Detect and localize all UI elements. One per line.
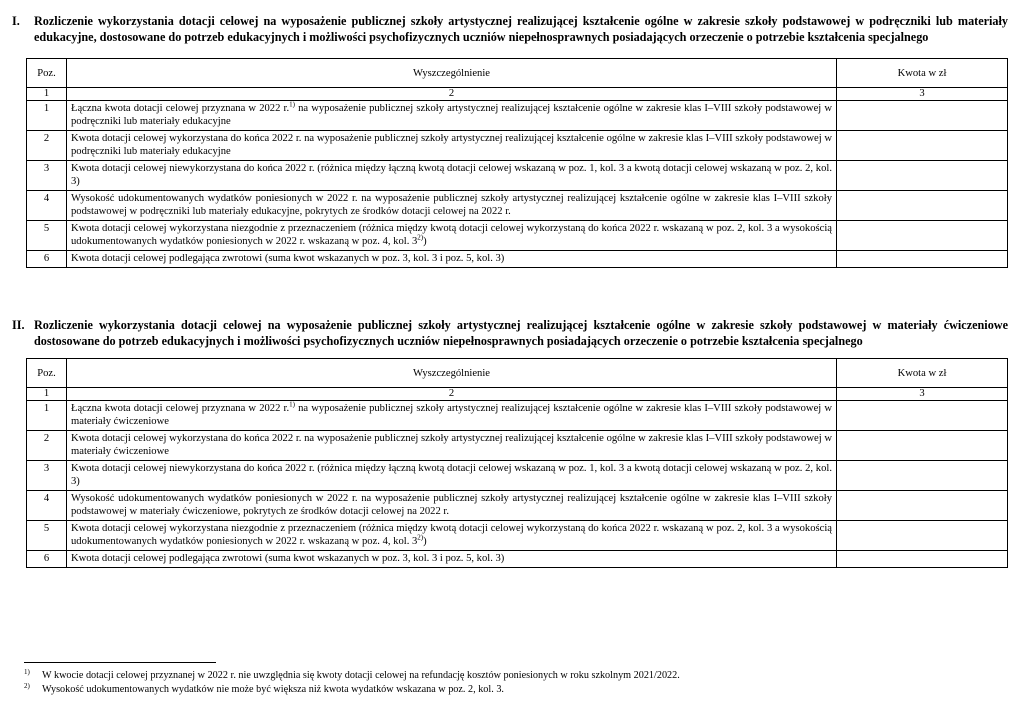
row-amount-cell[interactable] <box>837 491 1008 521</box>
row-amount-cell[interactable] <box>837 521 1008 551</box>
row-text-continued: ) <box>423 236 427 248</box>
row-text: Łączna kwota dotacji celowej przyznana w 2022 r. <box>71 103 290 115</box>
section-1 <box>12 14 1008 268</box>
table-row <box>27 431 1008 461</box>
header-amount: Kwota w zł <box>837 359 1008 388</box>
section-2 <box>12 318 1008 568</box>
row-amount-cell[interactable] <box>837 101 1008 131</box>
footnote-text: W kwocie dotacji celowej przyznanej w 2022 r. nie uwzględnia się kwoty dotacji celowej na refundację kosztów poniesionych w roku szkolnym 2021/2022. <box>42 670 680 681</box>
row-description: Kwota dotacji celowej niewykorzystana do końca 2022 r. (różnica między łączną kwotą dotacji celowej wskazaną w poz. 1, kol. 3 a kwotą dotacji celowej wskazaną w poz. 2, kol. 3) <box>67 161 837 191</box>
row-description: Kwota dotacji celowej podlegająca zwrotowi (suma kwot wskazanych w poz. 3, kol. 3 i poz. 5, kol. 3) <box>67 551 837 568</box>
row-description <box>67 401 837 431</box>
row-poz: 3 <box>27 161 67 191</box>
column-number-2: 2 <box>67 88 837 101</box>
row-description: Kwota dotacji celowej podlegająca zwrotowi (suma kwot wskazanych w poz. 3, kol. 3 i poz. 5, kol. 3) <box>67 251 837 268</box>
table-row <box>27 491 1008 521</box>
footnote-ref: 2) <box>417 233 424 242</box>
header-description: Wyszczególnienie <box>67 359 837 388</box>
column-number-3: 3 <box>837 88 1008 101</box>
row-description: Kwota dotacji celowej wykorzystana do końca 2022 r. na wyposażenie publicznej szkoły artystycznej realizującej kształcenie ogólne w zakresie klas I–VIII szkoły podstawowej w materiały ćwiczeniowe <box>67 431 837 461</box>
header-description: Wyszczególnienie <box>67 59 837 88</box>
table-row <box>27 131 1008 161</box>
row-description: Kwota dotacji celowej wykorzystana do końca 2022 r. na wyposażenie publicznej szkoły artystycznej realizującej kształcenie ogólne w zakresie klas I–VIII szkoły podstawowej w podręczniki lub materiały edukacyjne <box>67 131 837 161</box>
table-row <box>27 461 1008 491</box>
section-2-table <box>26 358 1008 568</box>
row-poz: 6 <box>27 551 67 568</box>
table-row <box>27 551 1008 568</box>
footnote-ref: 2) <box>417 533 424 542</box>
table-row <box>27 161 1008 191</box>
row-amount-cell[interactable] <box>837 431 1008 461</box>
table-row <box>27 101 1008 131</box>
header-poz: Poz. <box>27 59 67 88</box>
section-1-table <box>26 58 1008 268</box>
footnote-1: 1) W kwocie dotacji celowej przyznanej w 2022 r. nie uwzględnia się kwoty dotacji celowej na refundację kosztów poniesionych w roku szkolnym 2021/2022. <box>24 668 680 681</box>
section-1-heading <box>12 14 1008 45</box>
section-2-title: Rozliczenie wykorzystania dotacji celowej na wyposażenie publicznej szkoły artystycznej realizującej kształcenie ogólne w zakresie szkoły podstawowej w materiały ćwiczeniowe dostosowane do potrzeb edukacyjnych i możliwości psychofizycznych uczniów niepełnosprawnych posiadających orzeczenie o potrzebie kształcenia specjalnego <box>34 318 1008 348</box>
row-amount-cell[interactable] <box>837 461 1008 491</box>
header-amount: Kwota w zł <box>837 59 1008 88</box>
section-2-number: II. <box>12 318 25 332</box>
row-poz: 5 <box>27 221 67 251</box>
row-description <box>67 221 837 251</box>
footnotes <box>24 669 984 697</box>
table-row <box>27 251 1008 268</box>
row-amount-cell[interactable] <box>837 401 1008 431</box>
row-amount-cell[interactable] <box>837 191 1008 221</box>
row-text: Łączna kwota dotacji celowej przyznana w 2022 r. <box>71 403 290 415</box>
footnote-2: 2) Wysokość udokumentowanych wydatków nie może być większa niż kwota wydatków wskazana w poz. 2, kol. 3. <box>24 682 504 695</box>
row-amount-cell[interactable] <box>837 131 1008 161</box>
section-1-number: I. <box>12 14 20 28</box>
row-amount-cell[interactable] <box>837 161 1008 191</box>
row-text-continued: ) <box>423 536 427 548</box>
column-number-1: 1 <box>27 88 67 101</box>
row-description: Wysokość udokumentowanych wydatków poniesionych w 2022 r. na wyposażenie publicznej szkoły artystycznej realizującej kształcenie ogólne w zakresie klas I–VIII szkoły podstawowej w podręczniki lub materiały edukacyjne, pokrytych ze środków dotacji celowej na 2022 r. <box>67 191 837 221</box>
row-text-continued: na wyposażenie publicznej szkoły artystycznej realizującej kształcenie ogólne w zakresie klas I–VIII szkoły podstawowej w podręczniki lub materiały edukacyjne <box>71 103 833 128</box>
row-poz: 2 <box>27 431 67 461</box>
column-number-3: 3 <box>837 388 1008 401</box>
row-poz: 3 <box>27 461 67 491</box>
row-poz: 2 <box>27 131 67 161</box>
footnote-ref: 1) <box>289 400 295 409</box>
header-poz: Poz. <box>27 359 67 388</box>
row-poz: 4 <box>27 191 67 221</box>
table-header-row <box>27 359 1008 388</box>
column-number-row <box>27 88 1008 101</box>
row-poz: 5 <box>27 521 67 551</box>
column-number-2: 2 <box>67 388 837 401</box>
column-number-1: 1 <box>27 388 67 401</box>
row-amount-cell[interactable] <box>837 221 1008 251</box>
table-row <box>27 401 1008 431</box>
section-1-title: Rozliczenie wykorzystania dotacji celowej na wyposażenie publicznej szkoły artystycznej realizującej kształcenie ogólne w zakresie szkoły podstawowej w podręczniki lub materiały edukacyjne, dostosowane do potrzeb edukacyjnych i możliwości psychofizycznych uczniów niepełnosprawnych posiadających orzeczenie o potrzebie kształcenia specjalnego <box>34 14 1008 44</box>
footnote-ref: 1) <box>289 100 295 109</box>
row-poz: 1 <box>27 401 67 431</box>
row-amount-cell[interactable] <box>837 251 1008 268</box>
row-description <box>67 101 837 131</box>
footnote-text: Wysokość udokumentowanych wydatków nie może być większa niż kwota wydatków wskazana w poz. 2, kol. 3. <box>42 684 504 695</box>
row-poz: 4 <box>27 491 67 521</box>
row-description <box>67 521 837 551</box>
table-row <box>27 191 1008 221</box>
row-text: Kwota dotacji celowej wykorzystana niezgodnie z przeznaczeniem (różnica między kwotą dotacji celowej wykorzystaną do końca 2022 r. wskazaną w poz. 2, kol. 3 a wysokością udokumentowanych wydatków poniesionych w 2022 r. wskazaną w poz. 4, kol. 3 <box>71 523 832 548</box>
row-text: Kwota dotacji celowej wykorzystana niezgodnie z przeznaczeniem (różnica między kwotą dotacji celowej wykorzystaną do końca 2022 r. wskazaną w poz. 2, kol. 3 a wysokością udokumentowanych wydatków poniesionych w 2022 r. wskazaną w poz. 4, kol. 3 <box>71 223 832 248</box>
row-poz: 1 <box>27 101 67 131</box>
table-row <box>27 221 1008 251</box>
row-description: Kwota dotacji celowej niewykorzystana do końca 2022 r. (różnica między łączną kwotą dotacji celowej wskazaną w poz. 1, kol. 3 a kwotą dotacji celowej wskazaną w poz. 2, kol. 3) <box>67 461 837 491</box>
column-number-row <box>27 388 1008 401</box>
section-2-heading <box>12 318 1008 349</box>
footnote-separator <box>24 662 216 663</box>
row-amount-cell[interactable] <box>837 551 1008 568</box>
row-text-continued: na wyposażenie publicznej szkoły artystycznej realizującej kształcenie ogólne w zakresie klas I–VIII szkoły podstawowej w materiały ćwiczeniowe <box>71 403 833 428</box>
table-header-row <box>27 59 1008 88</box>
row-poz: 6 <box>27 251 67 268</box>
row-description: Wysokość udokumentowanych wydatków poniesionych w 2022 r. na wyposażenie publicznej szkoły artystycznej realizującej kształcenie ogólne w zakresie klas I–VIII szkoły podstawowej w materiały ćwiczeniowe, pokrytych ze środków dotacji celowej na 2022 r. <box>67 491 837 521</box>
table-row <box>27 521 1008 551</box>
